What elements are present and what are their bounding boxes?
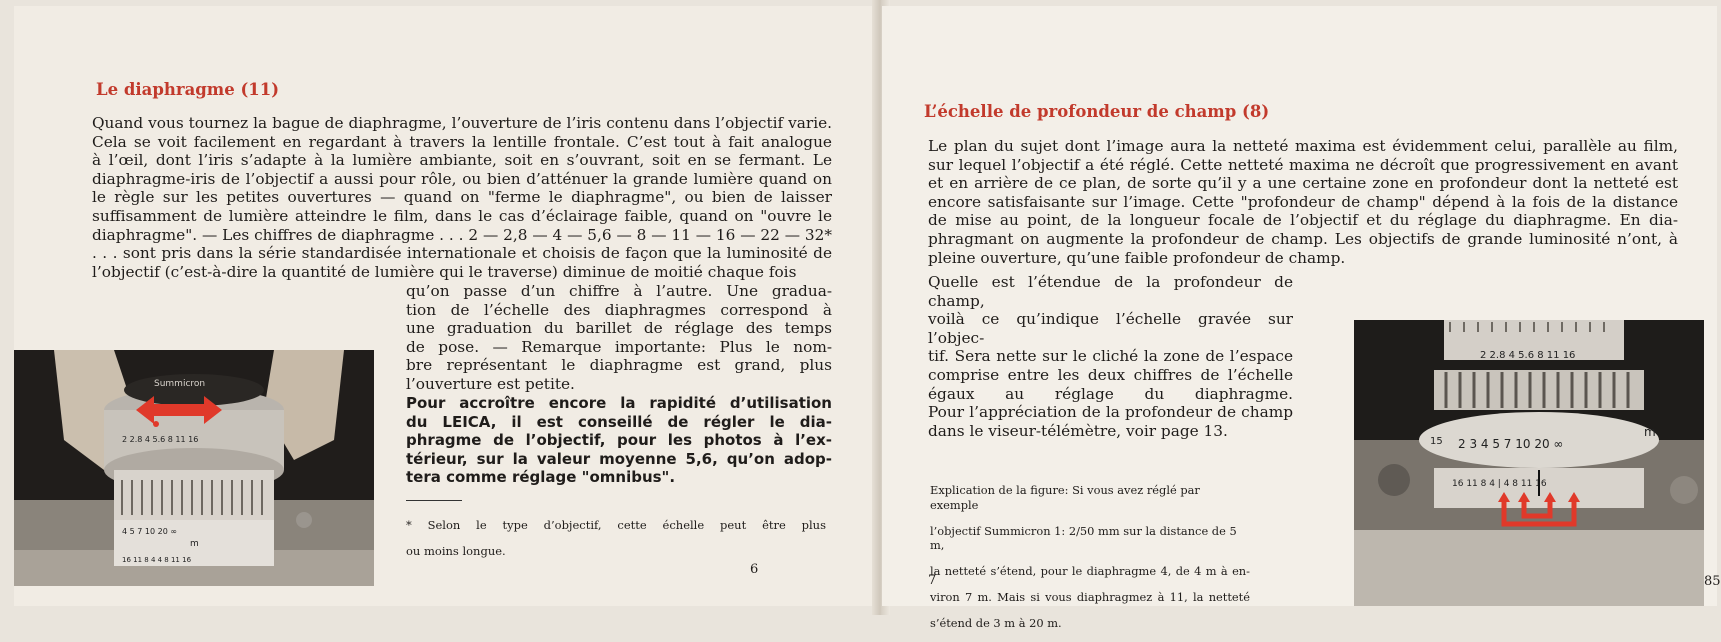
text-line: pleine ouverture, qu’une faible profondeur de champ. xyxy=(928,248,1346,267)
text-line: comprise entre les deux chiffres de l’échelle xyxy=(928,365,1293,384)
right-aperture-scale: 2 2.8 4 5.6 8 11 16 xyxy=(1480,350,1576,361)
text-line: dans le viseur-télémètre, voir page 13. xyxy=(928,421,1228,440)
footnote-line: ou moins longue. xyxy=(406,543,506,558)
left-page-title: Le diaphragme (11) xyxy=(96,80,280,99)
left-unit-m: m xyxy=(190,539,199,549)
text-line: à l’œil, dont l’iris s’adapte à la lumière ambiante, soit en s’ouvrant, soit en se fermant. Le xyxy=(92,151,832,170)
right-figure-caption xyxy=(930,472,1250,642)
left-paragraph-full xyxy=(92,114,832,281)
bold-text-line: phragme de l’objectif, pour les photos à l’ex- xyxy=(406,431,832,450)
left-page xyxy=(14,6,880,606)
text-line: sur lequel l’objectif a été réglé. Cette netteté maxima ne décroît que progressivement en avant xyxy=(928,155,1678,174)
text-line: Cela se voit facilement en regardant à travers la lentille frontale. C’est tout à fait analogue xyxy=(92,132,832,151)
text-line: de pose. — Remarque importante: Plus le nom- xyxy=(406,337,832,356)
left-distance-scale: 4 5 7 10 20 ∞ xyxy=(122,527,178,536)
text-line: de mise au point, de la longueur focale de l’objectif et du réglage du diaphragme. En dia- xyxy=(928,211,1678,230)
text-line: phragmant on augmente la profondeur de champ. Les objectifs de grande luminosité n’ont, à xyxy=(928,229,1678,248)
left-paragraph-side xyxy=(406,282,832,394)
text-line: l’objectif (c’est-à-dire la quantité de lumière qui le traverse) diminue de moitié chaque fois xyxy=(92,262,797,281)
left-aperture-scale: 2 2.8 4 5.6 8 11 16 xyxy=(122,435,199,444)
text-line: égaux au réglage du diaphragme. xyxy=(928,384,1293,403)
footnote-rule xyxy=(406,500,462,501)
text-line: Le plan du sujet dont l’image aura la netteté maxima est évidemment celui, parallèle au film, xyxy=(928,137,1678,155)
right-distance-prefix: 15 xyxy=(1430,436,1443,447)
text-line: encore satisfaisante sur l’image. Cette "profondeur de champ" dépend à la fois de la distance xyxy=(928,192,1678,211)
text-line: tion de l’échelle des diaphragmes correspond à xyxy=(406,300,832,319)
right-lens-photo xyxy=(1354,320,1704,606)
right-distance-scale: 2 3 4 5 7 10 20 ∞ xyxy=(1458,437,1564,451)
text-line: qu’on passe d’un chiffre à l’autre. Une gradua- xyxy=(406,282,832,300)
left-footnote xyxy=(406,506,826,570)
text-line: bre représentant le diaphragme est grand, plus xyxy=(406,356,832,375)
text-line: Pour l’appréciation de la profondeur de champ xyxy=(928,403,1293,422)
right-paragraph-side xyxy=(928,273,1293,440)
caption-line: s’étend de 3 m à 20 m. xyxy=(930,615,1062,630)
text-line: diaphragme-iris de l’objectif a aussi pour rôle, ou bien d’atténuer la grande lumière quand on xyxy=(92,169,832,188)
text-line: tif. Sera nette sur le cliché la zone de l’espace xyxy=(928,347,1293,366)
text-line: . . . sont pris dans la série standardisée internationale et choisis de façon que la luminosité de xyxy=(92,244,832,263)
text-line: voilà ce qu’indique l’échelle gravée sur l’objec- xyxy=(928,310,1293,347)
text-line: et en arrière de ce plan, de sorte qu’il y a une certaine zone en profondeur dont la netteté est xyxy=(928,174,1678,193)
text-line: le règle sur les petites ouvertures — quand on "ferme le diaphragme", ou bien de laisser xyxy=(92,188,832,207)
bold-text-line: du LEICA, il est conseillé de régler le dia- xyxy=(406,412,832,431)
text-line: Quand vous tournez la bague de diaphragme, l’ouverture de l’iris contenu dans l’objectif varie. xyxy=(92,114,832,132)
left-bold-recommendation xyxy=(406,394,832,487)
caption-line: la netteté s’étend, pour le diaphragme 4, de 4 m à en- xyxy=(930,564,1250,579)
right-corner-number: 85 xyxy=(1704,574,1721,589)
caption-line: Explication de la figure: Si vous avez réglé par exemple xyxy=(930,483,1200,512)
right-unit-m: m xyxy=(1644,425,1656,439)
text-line: Quelle est l’étendue de la profondeur de champ, xyxy=(928,273,1293,310)
right-dof-scale: 16 11 8 4 | 4 8 11 16 xyxy=(1452,479,1547,489)
text-line: une graduation du barillet de réglage des temps xyxy=(406,319,832,338)
bold-text-line: Pour accroître encore la rapidité d’utilisation xyxy=(406,394,832,412)
bold-text-line: tera comme réglage "omnibus". xyxy=(406,468,676,487)
text-line: l’ouverture est petite. xyxy=(406,374,575,393)
right-page xyxy=(882,6,1721,630)
left-dof-scale: 16 11 8 4 4 8 11 16 xyxy=(122,556,192,564)
left-lens-photo xyxy=(14,350,374,586)
bold-text-line: térieur, sur la valeur moyenne 5,6, qu’on adop- xyxy=(406,449,832,468)
right-page-title: L’échelle de profondeur de champ (8) xyxy=(924,102,1270,121)
footnote-line: * Selon le type d’objectif, cette échelle peut être plus xyxy=(406,517,826,532)
right-page-number: 7 xyxy=(928,573,937,588)
caption-line: viron 7 m. Mais si vous diaphragmez à 11, la netteté xyxy=(930,590,1250,605)
right-paragraph-full xyxy=(928,137,1678,267)
left-page-number: 6 xyxy=(750,562,759,577)
text-line: suffisamment de lumière atteindre le film, dans le cas d’éclairage faible, quand on "ouvre le xyxy=(92,206,832,225)
caption-line: l’objectif Summicron 1: 2/50 mm sur la distance de 5 m, xyxy=(930,523,1237,553)
lens-brand-text: Summicron xyxy=(154,379,206,389)
text-line: diaphragme". — Les chiffres de diaphragme . . . 2 — 2,8 — 4 — 5,6 — 8 — 11 — 16 — 22 — 32* xyxy=(92,225,832,244)
